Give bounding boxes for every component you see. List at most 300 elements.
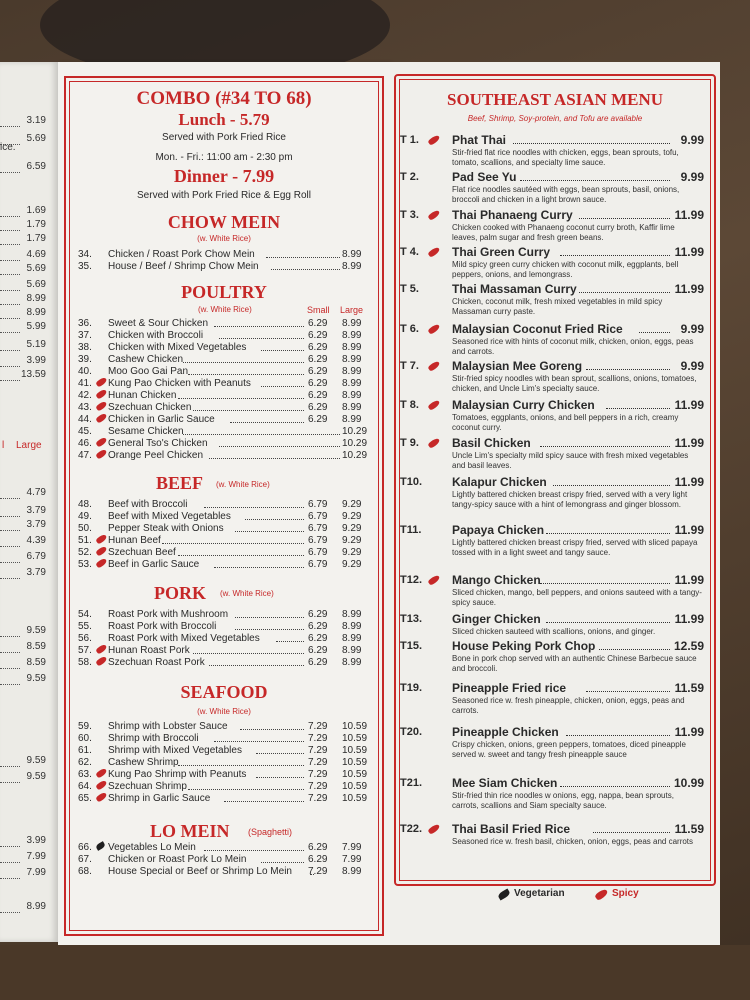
menu-item-description: Sliced chicken sauteed with scallions, onions, and ginger. [452,627,656,636]
menu-item-name: Roast Pork with Broccoli [108,621,217,632]
dot-leader [586,691,670,692]
left-price: 3.79 [26,505,46,516]
menu-item-number: 36. [78,318,92,329]
menu-item-description: Lightly battered chicken breast crispy fried, served with sliced papaya tossed with in a light sweet and tangy sauce. [452,538,698,557]
menu-item-code: T 9. [400,437,419,449]
menu-item-name: Phat Thai [452,133,507,147]
menu-item-description: Stir-fried flat rice noodles with chicken, eggs, bean sprouts, tofu, tomato, scallions, and specialty lime sauce. [452,148,679,167]
small-price: 7.29 [308,745,328,756]
menu-item-price: 9.99 [680,170,704,184]
left-price: 1.69 [26,205,46,216]
menu-item-name: Shrimp with Mixed Vegetables [108,745,242,756]
menu-item-code: T19. [400,682,423,694]
left-price: 9.59 [26,625,46,636]
dot-leader [178,765,304,766]
small-price: 6.79 [308,511,328,522]
menu-item-code: T 6. [400,323,419,335]
menu-item-code: T 7. [400,360,419,372]
left-price: 1.79 [26,233,46,244]
left-price-leader [0,324,20,333]
menu-item-name: Malaysian Mee Goreng [452,359,583,373]
large-price: 8.99 [342,378,362,389]
menu-item-code: T 2. [400,171,419,183]
dot-leader [178,555,304,556]
small-price: 6.29 [308,609,328,620]
menu-item-name: Chicken in Garlic Sauce [108,414,215,425]
vegetarian-leaf-icon [497,888,511,900]
left-price-leader [0,372,20,381]
left-price-leader [0,660,20,669]
large-price: 8.99 [342,342,362,353]
small-price: 6.29 [308,342,328,353]
large-price: 9.29 [342,523,362,534]
left-price-leader [0,758,20,767]
menu-item-name: Szechuan Shrimp [108,781,187,792]
large-price: 8.99 [342,657,362,668]
large-price: 8.99 [342,633,362,644]
menu-item-row [78,559,378,571]
vegetarian-legend-label: Vegetarian [514,888,565,899]
menu-item-description: Seasoned rice w. fresh pineapple, chicken, onion, eggs, peas and carrots. [452,696,685,715]
dot-leader [560,255,670,256]
dot-leader [230,422,304,423]
menu-item-row [78,354,378,366]
small-price: 6.29 [308,366,328,377]
large-price: 9.29 [342,535,362,546]
left-price: 8.59 [26,641,46,652]
menu-item-row [78,757,378,769]
menu-item-name: Hunan Beef [108,535,161,546]
folded-menu-panel [0,62,58,942]
left-price: 3.99 [26,835,46,846]
menu-item-code: T 1. [400,134,419,146]
small-price: 7.29 [308,769,328,780]
menu-item-name: Mango Chicken [452,573,541,587]
southeast-title: SOUTHEAST ASIAN MENU [446,90,664,109]
large-fragment-label: Large [16,440,42,451]
dot-leader [178,398,304,399]
menu-item-code: T22. [400,823,423,835]
large-price: 8.99 [342,318,362,329]
menu-item-description: Sliced chicken, mango, bell peppers, and onions sauteed with a tangy-spicy sauce. [452,588,702,607]
menu-item-code: T21. [400,777,423,789]
menu-item-number: 62. [78,757,92,768]
large-price: 8.99 [342,866,362,877]
menu-item-number: 41. [78,378,92,389]
menu-item-name: Pepper Steak with Onions [108,523,224,534]
left-price: 7.99 [26,851,46,862]
large-price: 8.99 [342,354,362,365]
menu-item-description: Crispy chicken, onions, green peppers, tomatoes, diced pineapple served w. sweet and tangy fresh pineapple sauce [452,740,686,759]
menu-item-price: 11.99 [674,282,704,296]
left-price: 8.59 [26,657,46,668]
menu-item-row [78,721,378,733]
combo-menu-page [58,62,390,947]
dot-leader [276,641,304,642]
large-price: 7.99 [342,842,362,853]
menu-item-number: 68. [78,866,92,877]
menu-item-row [78,854,378,866]
dot-leader [520,180,670,181]
left-price-leader [0,570,20,579]
menu-item-price: 8.99 [342,249,362,260]
left-price-leader [0,222,20,231]
small-price: 6.79 [308,547,328,558]
menu-item-number: 66. [78,842,92,853]
menu-item-number: 67. [78,854,92,865]
left-price: 8.99 [26,307,46,318]
large-price: 9.29 [342,499,362,510]
menu-item-name: Roast Pork with Mixed Vegetables [108,633,260,644]
menu-item-row [78,633,378,645]
menu-item-description: Tomatoes, eggplants, onions, and bell peppers in a rich, creamy coconut curry. [452,413,679,432]
left-price-leader [0,904,20,913]
menu-item-name: Pineapple Fried rice [452,681,567,695]
menu-item-row [78,745,378,757]
left-price: 6.79 [26,551,46,562]
large-price: 8.99 [342,390,362,401]
menu-item-name: Moo Goo Gai Pan [108,366,189,377]
dot-leader [235,629,304,630]
menu-item-name: Beef with Broccoli [108,499,188,510]
menu-item-code: T 4. [400,246,419,258]
menu-item-description: Chicken, coconut milk, fresh mixed vegetables in mild spicy Massaman curry paste. [452,297,663,316]
small-price: 6.29 [308,854,328,865]
menu-item-number: 46. [78,438,92,449]
menu-item-name: Szechuan Chicken [108,402,192,413]
dot-leader [256,753,304,754]
dot-leader [599,649,670,650]
menu-item-row [78,378,378,390]
large-price: 10.59 [342,769,368,780]
menu-item-description: Bone in pork chop served with an authentic Chinese Barbecue sauce and broccoli. [452,654,697,673]
menu-item-name: Shrimp in Garlic Sauce [108,793,211,804]
left-price-leader [0,282,20,291]
menu-item-code: T15. [400,640,423,652]
small-price: 7.29 [308,721,328,732]
dot-leader [214,741,304,742]
menu-item-number: 44. [78,414,92,425]
left-price: 8.99 [26,901,46,912]
menu-item-row [78,511,378,523]
menu-item-code: T12. [400,574,423,586]
dot-leader [593,832,670,833]
left-price-leader [0,628,20,637]
menu-item-description: Lightly battered chicken breast crispy fried, served with a very light tangy-spicy sauce with a hint of lemongrass and ginger blossom. [452,490,688,509]
small-price: 6.29 [308,330,328,341]
menu-item-number: 37. [78,330,92,341]
lunch-hours: Mon. - Fri.: 11:00 am - 2:30 pm [155,152,293,163]
menu-item-price: 11.99 [674,436,704,450]
large-price: 10.29 [342,438,368,449]
dot-leader [219,446,340,447]
menu-item-code: T11. [400,524,422,536]
southeast-subtitle: Beef, Shrimp, Soy-protein, and Tofu are available [467,114,643,123]
menu-item-row [78,249,378,261]
chow-mein-heading: CHOW MEIN [167,212,281,232]
small-price: 7.29 [308,781,328,792]
menu-item-row [78,342,378,354]
spicy-legend-label: Spicy [612,888,639,899]
menu-item-name: Szechuan Roast Pork [108,657,205,668]
menu-item-price: 11.99 [674,475,704,489]
dot-leader [639,332,670,333]
menu-item-row [78,645,378,657]
left-price: 13.59 [20,369,46,380]
dot-leader [224,801,304,802]
menu-item-name: Pad See Yu [452,170,517,184]
dinner-price: Dinner - 7.99 [173,166,275,186]
menu-item-row [78,547,378,559]
large-size-label: Large [340,305,364,315]
small-price: 7.29 [308,757,328,768]
large-price: 10.59 [342,745,368,756]
dot-leader [235,531,304,532]
dot-leader [540,583,670,584]
dot-leader [245,519,304,520]
left-price-leader [0,490,20,499]
dot-leader [188,789,304,790]
menu-item-name: General Tso's Chicken [108,438,208,449]
left-price-leader [0,358,20,367]
menu-item-row [78,438,378,450]
menu-item-name: Mee Siam Chicken [452,776,558,790]
menu-item-code: T 8. [400,399,419,411]
left-price: 5.69 [26,279,46,290]
small-price: 6.29 [308,390,328,401]
menu-item-price: 11.99 [674,612,704,626]
left-price: 4.69 [26,249,46,260]
left-price-leader [0,774,20,783]
left-price-leader [0,310,20,319]
menu-item-number: 56. [78,633,92,644]
menu-item-row [78,414,378,426]
left-price: 5.19 [26,339,46,350]
menu-item-number: 49. [78,511,92,522]
menu-item-name: Roast Pork with Mushroom [108,609,229,620]
menu-item-name: Beef in Garlic Sauce [108,559,200,570]
menu-item-price: 12.59 [673,639,704,653]
small-price: 6.29 [308,633,328,644]
menu-item-row [78,866,378,878]
left-price-leader [0,644,20,653]
small-price: 6.29 [308,402,328,413]
menu-item-price: 9.99 [680,322,704,336]
menu-item-row [78,621,378,633]
menu-item-price: 8.99 [342,261,362,272]
large-price: 9.29 [342,559,362,570]
menu-item-price: 11.99 [674,245,704,259]
small-price: 6.79 [308,499,328,510]
menu-item-number: 52. [78,547,92,558]
menu-item-row [78,793,378,805]
menu-item-price: 11.59 [674,822,704,836]
left-price-leader [0,838,20,847]
small-size-label: Small [307,305,330,315]
large-price: 8.99 [342,609,362,620]
large-price: 8.99 [342,414,362,425]
menu-item-number: 50. [78,523,92,534]
menu-item-number: 48. [78,499,92,510]
dot-leader [606,408,670,409]
small-price: 7.29 [308,793,328,804]
small-price: 6.29 [308,621,328,632]
menu-item-name: Ginger Chicken [452,612,541,626]
left-price: 9.59 [26,673,46,684]
dot-leader [219,338,304,339]
large-price: 10.59 [342,721,368,732]
menu-item-name: Szechuan Beef [108,547,176,558]
spicy-pepper-icon [594,888,609,901]
dot-leader [204,850,304,851]
menu-item-number: 60. [78,733,92,744]
menu-item-number: 57. [78,645,92,656]
menu-item-number: 54. [78,609,92,620]
menu-item-name: Hunan Roast Pork [108,645,190,656]
small-price: 6.29 [308,842,328,853]
menu-item-row [78,535,378,547]
menu-item-name: Shrimp with Broccoli [108,733,199,744]
menu-item-price: 11.59 [674,681,704,695]
menu-item-row [78,426,378,438]
large-price: 7.99 [342,854,362,865]
small-price: 6.79 [308,535,328,546]
dot-leader [214,326,304,327]
dot-leader [540,446,670,447]
dot-leader [271,269,340,270]
poultry-heading: POULTRY [181,282,267,302]
left-price-leader [0,676,20,685]
menu-item-name: Malaysian Coconut Fried Rice [452,322,623,336]
large-price: 8.99 [342,366,362,377]
dot-leader [209,458,340,459]
small-price: 6.29 [308,645,328,656]
left-price: 1.79 [26,219,46,230]
large-price: 9.29 [342,547,362,558]
beef-subheading: (w. White Rice) [216,480,270,489]
menu-item-price: 11.99 [674,208,704,222]
dot-leader [579,292,670,293]
menu-item-name: Thai Basil Fried Rice [452,822,571,836]
menu-item-description: Chicken cooked with Phanaeng coconut curry broth, Kaffir lime leaves, palm sugar and fresh green beans. [452,223,675,242]
left-price-leader [0,508,20,517]
menu-item-description: Mild spicy green curry chicken with coconut milk, eggplants, bell peppers, onions, and lemongrass. [452,260,679,279]
left-price-leader [0,252,20,261]
left-price-leader [0,538,20,547]
dot-leader [586,369,670,370]
dot-leader [183,362,304,363]
menu-item-row [78,769,378,781]
dot-leader [235,617,304,618]
left-price-leader [0,118,20,127]
menu-item-name: Beef with Mixed Vegetables [108,511,231,522]
menu-item-number: 42. [78,390,92,401]
left-price: 9.59 [26,771,46,782]
menu-item-code: T10. [400,476,423,488]
left-price: 9.59 [26,755,46,766]
menu-item-name: Vegetables Lo Mein [108,842,196,853]
left-price-leader [0,554,20,563]
left-price-leader [0,522,20,531]
large-price: 10.59 [342,781,368,792]
menu-item-number: 59. [78,721,92,732]
menu-item-number: 63. [78,769,92,780]
left-price: 8.99 [26,293,46,304]
dot-leader [513,143,670,144]
dot-leader [546,533,670,534]
menu-item-description: Seasoned rice w. fresh basil, chicken, onion, eggs, peas and carrots [452,837,694,846]
menu-item-row [78,261,378,273]
menu-item-number: 38. [78,342,92,353]
small-price: 6.29 [308,378,328,389]
dot-leader [193,653,304,654]
pork-subheading: (w. White Rice) [220,589,274,598]
large-price: 8.99 [342,621,362,632]
left-price: 5.99 [26,321,46,332]
dot-leader [266,257,340,258]
menu-item-name: Kung Pao Shrimp with Peanuts [108,769,247,780]
lunch-note: Served with Pork Fried Rice [162,132,286,143]
left-price-leader [0,208,20,217]
menu-item-name: Chicken / Roast Pork Chow Mein [108,249,255,260]
dot-leader [256,777,304,778]
large-fragment-label: l [2,440,5,451]
menu-item-name: Cashew Chicken [108,354,184,365]
menu-item-row [78,402,378,414]
large-price: 8.99 [342,330,362,341]
menu-item-name: Thai Green Curry [452,245,551,259]
dot-leader [261,862,304,863]
menu-item-description: Flat rice noodles sautéed with eggs, bean sprouts, basil, onions, broccoli and chicken in a light brown sauce. [452,185,680,204]
left-price: 4.39 [26,535,46,546]
dot-leader [209,665,304,666]
menu-item-code: T20. [400,726,423,738]
dot-leader [240,729,304,730]
large-price: 8.99 [342,402,362,413]
left-price: 7.99 [26,867,46,878]
lo-mein-subheading: (Spaghetti) [248,827,293,837]
menu-item-row [78,657,378,669]
small-price: 7.29 [308,733,328,744]
menu-item-name: Pineapple Chicken [452,725,559,739]
menu-item-row [78,390,378,402]
menu-item-number: 51. [78,535,92,546]
menu-item-number: 61. [78,745,92,756]
menu-item-name: House Special or Beef or Shrimp Lo Mein [108,866,292,877]
dot-leader [546,622,670,623]
small-price: 6.79 [308,523,328,534]
menu-item-name: Basil Chicken [452,436,531,450]
menu-item-number: 40. [78,366,92,377]
small-price: 6.29 [308,414,328,425]
menu-item-price: 9.99 [680,359,704,373]
left-price: 4.79 [26,487,46,498]
menu-item-name: Hunan Chicken [108,390,177,401]
left-price-leader [0,342,20,351]
menu-item-row [78,366,378,378]
seafood-heading: SEAFOOD [180,682,268,702]
menu-item-description: Stir-fried thin rice noodles w onions, egg, nappa, bean sprouts, carrots, scallions and Siam specialty sauce. [452,791,674,810]
southeast-asian-page [390,62,720,947]
menu-item-row [78,781,378,793]
menu-item-number: 58. [78,657,92,668]
menu-item-number: 47. [78,450,92,461]
left-price: 5.69 [26,263,46,274]
menu-item-description: Stir-fried spicy noodles with bean sprout, scallions, onions, tomatoes, chicken, and Uncle Lim's specialty sauce. [452,374,697,393]
menu-item-name: Kung Pao Chicken with Peanuts [108,378,251,389]
menu-item-row [78,499,378,511]
menu-item-name: Cashew Shrimp [108,757,179,768]
